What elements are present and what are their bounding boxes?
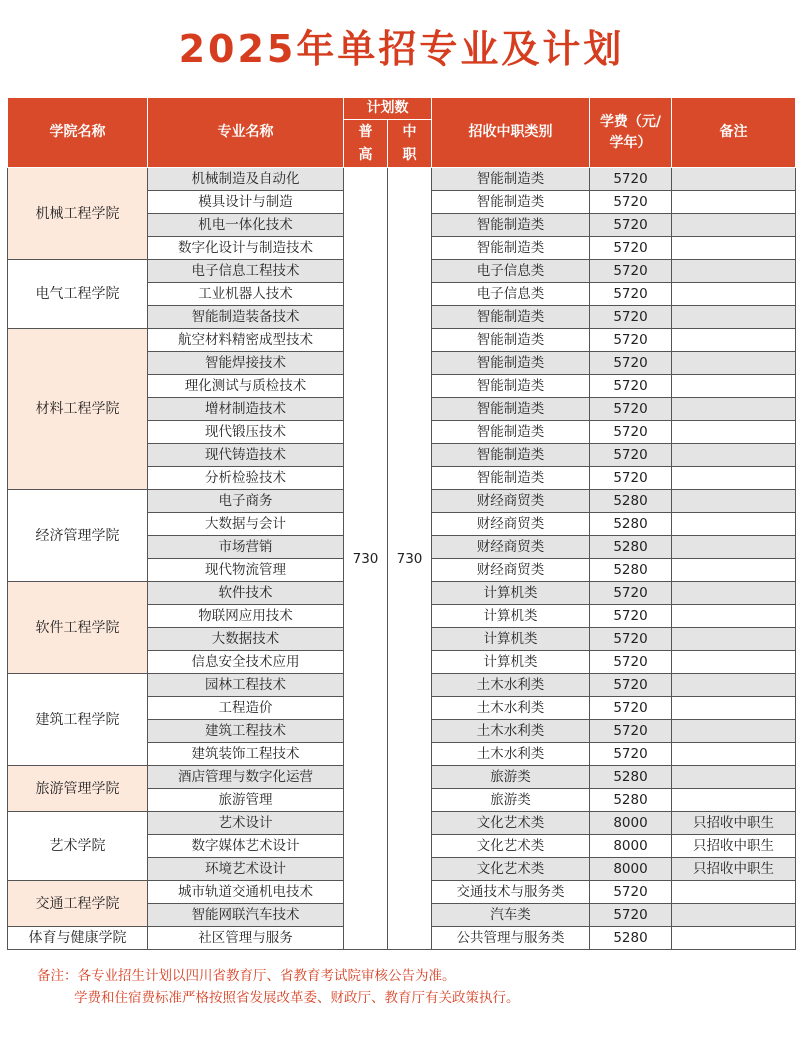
major-name-cell: 大数据技术	[148, 628, 344, 651]
fee-cell: 5280	[590, 766, 672, 789]
header-fee: 学费（元/学年）	[590, 98, 672, 168]
category-cell: 智能制造类	[432, 421, 590, 444]
major-name-cell: 软件技术	[148, 582, 344, 605]
fee-cell: 5720	[590, 329, 672, 352]
fee-cell: 5720	[590, 605, 672, 628]
fee-cell: 8000	[590, 812, 672, 835]
remark-cell	[672, 191, 796, 214]
fee-cell: 5280	[590, 536, 672, 559]
major-name-cell: 信息安全技术应用	[148, 651, 344, 674]
major-name-cell: 社区管理与服务	[148, 927, 344, 950]
major-name-cell: 建筑工程技术	[148, 720, 344, 743]
fee-cell: 5720	[590, 191, 672, 214]
table-body	[8, 168, 796, 950]
remark-cell	[672, 697, 796, 720]
major-name-cell: 工程造价	[148, 697, 344, 720]
major-name-cell: 酒店管理与数字化运营	[148, 766, 344, 789]
category-cell: 智能制造类	[432, 237, 590, 260]
remark-cell	[672, 605, 796, 628]
college-name-cell: 机械工程学院	[8, 168, 148, 260]
category-cell: 公共管理与服务类	[432, 927, 590, 950]
major-name-cell: 物联网应用技术	[148, 605, 344, 628]
category-cell: 文化艺术类	[432, 835, 590, 858]
category-cell: 智能制造类	[432, 306, 590, 329]
category-cell: 计算机类	[432, 628, 590, 651]
fee-cell: 5720	[590, 283, 672, 306]
remark-cell	[672, 375, 796, 398]
category-cell: 电子信息类	[432, 283, 590, 306]
college-name-cell: 软件工程学院	[8, 582, 148, 674]
fee-cell: 5720	[590, 398, 672, 421]
remark-cell	[672, 421, 796, 444]
category-cell: 智能制造类	[432, 214, 590, 237]
fee-cell: 5720	[590, 214, 672, 237]
category-cell: 汽车类	[432, 904, 590, 927]
major-name-cell: 环境艺术设计	[148, 858, 344, 881]
header-pugao: 普高	[344, 120, 388, 168]
category-cell: 电子信息类	[432, 260, 590, 283]
college-name-cell: 旅游管理学院	[8, 766, 148, 812]
fee-cell: 5720	[590, 467, 672, 490]
category-cell: 智能制造类	[432, 352, 590, 375]
major-name-cell: 机械制造及自动化	[148, 168, 344, 191]
remark-cell	[672, 214, 796, 237]
remark-cell: 只招收中职生	[672, 835, 796, 858]
fee-cell: 5720	[590, 720, 672, 743]
category-cell: 文化艺术类	[432, 858, 590, 881]
category-cell: 交通技术与服务类	[432, 881, 590, 904]
college-name-cell: 建筑工程学院	[8, 674, 148, 766]
header-category: 招收中职类别	[432, 98, 590, 168]
remark-cell	[672, 789, 796, 812]
major-name-cell: 模具设计与制造	[148, 191, 344, 214]
fee-cell: 5720	[590, 260, 672, 283]
remark-cell	[672, 720, 796, 743]
college-name-cell: 体育与健康学院	[8, 927, 148, 950]
category-cell: 财经商贸类	[432, 559, 590, 582]
remark-cell	[672, 766, 796, 789]
college-name-cell: 材料工程学院	[8, 329, 148, 490]
category-cell: 土木水利类	[432, 697, 590, 720]
fee-cell: 5720	[590, 375, 672, 398]
category-cell: 财经商贸类	[432, 490, 590, 513]
major-name-cell: 园林工程技术	[148, 674, 344, 697]
category-cell: 土木水利类	[432, 720, 590, 743]
remark-cell	[672, 628, 796, 651]
category-cell: 智能制造类	[432, 375, 590, 398]
major-name-cell: 大数据与会计	[148, 513, 344, 536]
fee-cell: 5280	[590, 789, 672, 812]
remark-cell	[672, 582, 796, 605]
header-plan: 计划数	[344, 98, 432, 120]
remark-cell	[672, 283, 796, 306]
fee-cell: 5280	[590, 490, 672, 513]
fee-cell: 5720	[590, 904, 672, 927]
major-name-cell: 现代锻压技术	[148, 421, 344, 444]
remark-cell	[672, 237, 796, 260]
category-cell: 土木水利类	[432, 674, 590, 697]
major-name-cell: 艺术设计	[148, 812, 344, 835]
major-name-cell: 航空材料精密成型技术	[148, 329, 344, 352]
major-name-cell: 市场营销	[148, 536, 344, 559]
note-line-2: 学费和住宿费标准严格按照省发展改革委、财政厅、教育厅有关政策执行。	[74, 990, 520, 1006]
table-row	[8, 168, 796, 191]
major-name-cell: 电子信息工程技术	[148, 260, 344, 283]
major-name-cell: 机电一体化技术	[148, 214, 344, 237]
category-cell: 土木水利类	[432, 743, 590, 766]
remark-cell: 只招收中职生	[672, 812, 796, 835]
header-college: 学院名称	[8, 98, 148, 168]
category-cell: 智能制造类	[432, 191, 590, 214]
fee-cell: 5720	[590, 651, 672, 674]
major-name-cell: 数字化设计与制造技术	[148, 237, 344, 260]
fee-cell: 5280	[590, 513, 672, 536]
fee-cell: 5280	[590, 927, 672, 950]
fee-cell: 5720	[590, 168, 672, 191]
category-cell: 智能制造类	[432, 329, 590, 352]
fee-cell: 5720	[590, 628, 672, 651]
major-name-cell: 智能焊接技术	[148, 352, 344, 375]
remark-cell	[672, 559, 796, 582]
category-cell: 财经商贸类	[432, 513, 590, 536]
remark-cell	[672, 306, 796, 329]
fee-cell: 5720	[590, 881, 672, 904]
college-name-cell: 交通工程学院	[8, 881, 148, 927]
fee-cell: 5720	[590, 743, 672, 766]
category-cell: 智能制造类	[432, 467, 590, 490]
enrollment-plan-table	[7, 97, 796, 950]
page-title: 2025年单招专业及计划	[178, 27, 625, 71]
category-cell: 计算机类	[432, 582, 590, 605]
college-name-cell: 经济管理学院	[8, 490, 148, 582]
major-name-cell: 城市轨道交通机电技术	[148, 881, 344, 904]
fee-cell: 5720	[590, 674, 672, 697]
remark-cell	[672, 743, 796, 766]
major-name-cell: 分析检验技术	[148, 467, 344, 490]
category-cell: 旅游类	[432, 766, 590, 789]
fee-cell: 5720	[590, 444, 672, 467]
category-cell: 财经商贸类	[432, 536, 590, 559]
header-remark: 备注	[672, 98, 796, 168]
plan-pugao-cell: 730	[344, 168, 388, 950]
category-cell: 文化艺术类	[432, 812, 590, 835]
category-cell: 智能制造类	[432, 398, 590, 421]
major-name-cell: 旅游管理	[148, 789, 344, 812]
remark-cell	[672, 168, 796, 191]
remark-cell	[672, 260, 796, 283]
category-cell: 智能制造类	[432, 168, 590, 191]
category-cell: 计算机类	[432, 605, 590, 628]
remark-cell	[672, 536, 796, 559]
remark-cell	[672, 674, 796, 697]
header-zhongzhi: 中职	[388, 120, 432, 168]
remark-cell	[672, 490, 796, 513]
category-cell: 旅游类	[432, 789, 590, 812]
category-cell: 智能制造类	[432, 444, 590, 467]
fee-cell: 5720	[590, 352, 672, 375]
note-line-1: 备注：各专业招生计划以四川省教育厅、省教育考试院审核公告为准。	[37, 968, 456, 984]
remark-cell	[672, 467, 796, 490]
major-name-cell: 智能网联汽车技术	[148, 904, 344, 927]
fee-cell: 8000	[590, 835, 672, 858]
fee-cell: 8000	[590, 858, 672, 881]
fee-cell: 5720	[590, 306, 672, 329]
major-name-cell: 工业机器人技术	[148, 283, 344, 306]
fee-cell: 5720	[590, 421, 672, 444]
remark-cell	[672, 651, 796, 674]
remark-cell: 只招收中职生	[672, 858, 796, 881]
fee-cell: 5280	[590, 559, 672, 582]
notes	[37, 965, 520, 1009]
remark-cell	[672, 513, 796, 536]
category-cell: 计算机类	[432, 651, 590, 674]
major-name-cell: 建筑装饰工程技术	[148, 743, 344, 766]
major-name-cell: 电子商务	[148, 490, 344, 513]
major-name-cell: 现代铸造技术	[148, 444, 344, 467]
college-name-cell: 电气工程学院	[8, 260, 148, 329]
header-major: 专业名称	[148, 98, 344, 168]
major-name-cell: 增材制造技术	[148, 398, 344, 421]
major-name-cell: 数字媒体艺术设计	[148, 835, 344, 858]
fee-cell: 5720	[590, 237, 672, 260]
college-name-cell: 艺术学院	[8, 812, 148, 881]
remark-cell	[672, 329, 796, 352]
plan-zhongzhi-cell: 730	[388, 168, 432, 950]
remark-cell	[672, 398, 796, 421]
major-name-cell: 智能制造装备技术	[148, 306, 344, 329]
remark-cell	[672, 881, 796, 904]
remark-cell	[672, 904, 796, 927]
remark-cell	[672, 352, 796, 375]
major-name-cell: 现代物流管理	[148, 559, 344, 582]
remark-cell	[672, 927, 796, 950]
fee-cell: 5720	[590, 697, 672, 720]
major-name-cell: 理化测试与质检技术	[148, 375, 344, 398]
fee-cell: 5720	[590, 582, 672, 605]
remark-cell	[672, 444, 796, 467]
